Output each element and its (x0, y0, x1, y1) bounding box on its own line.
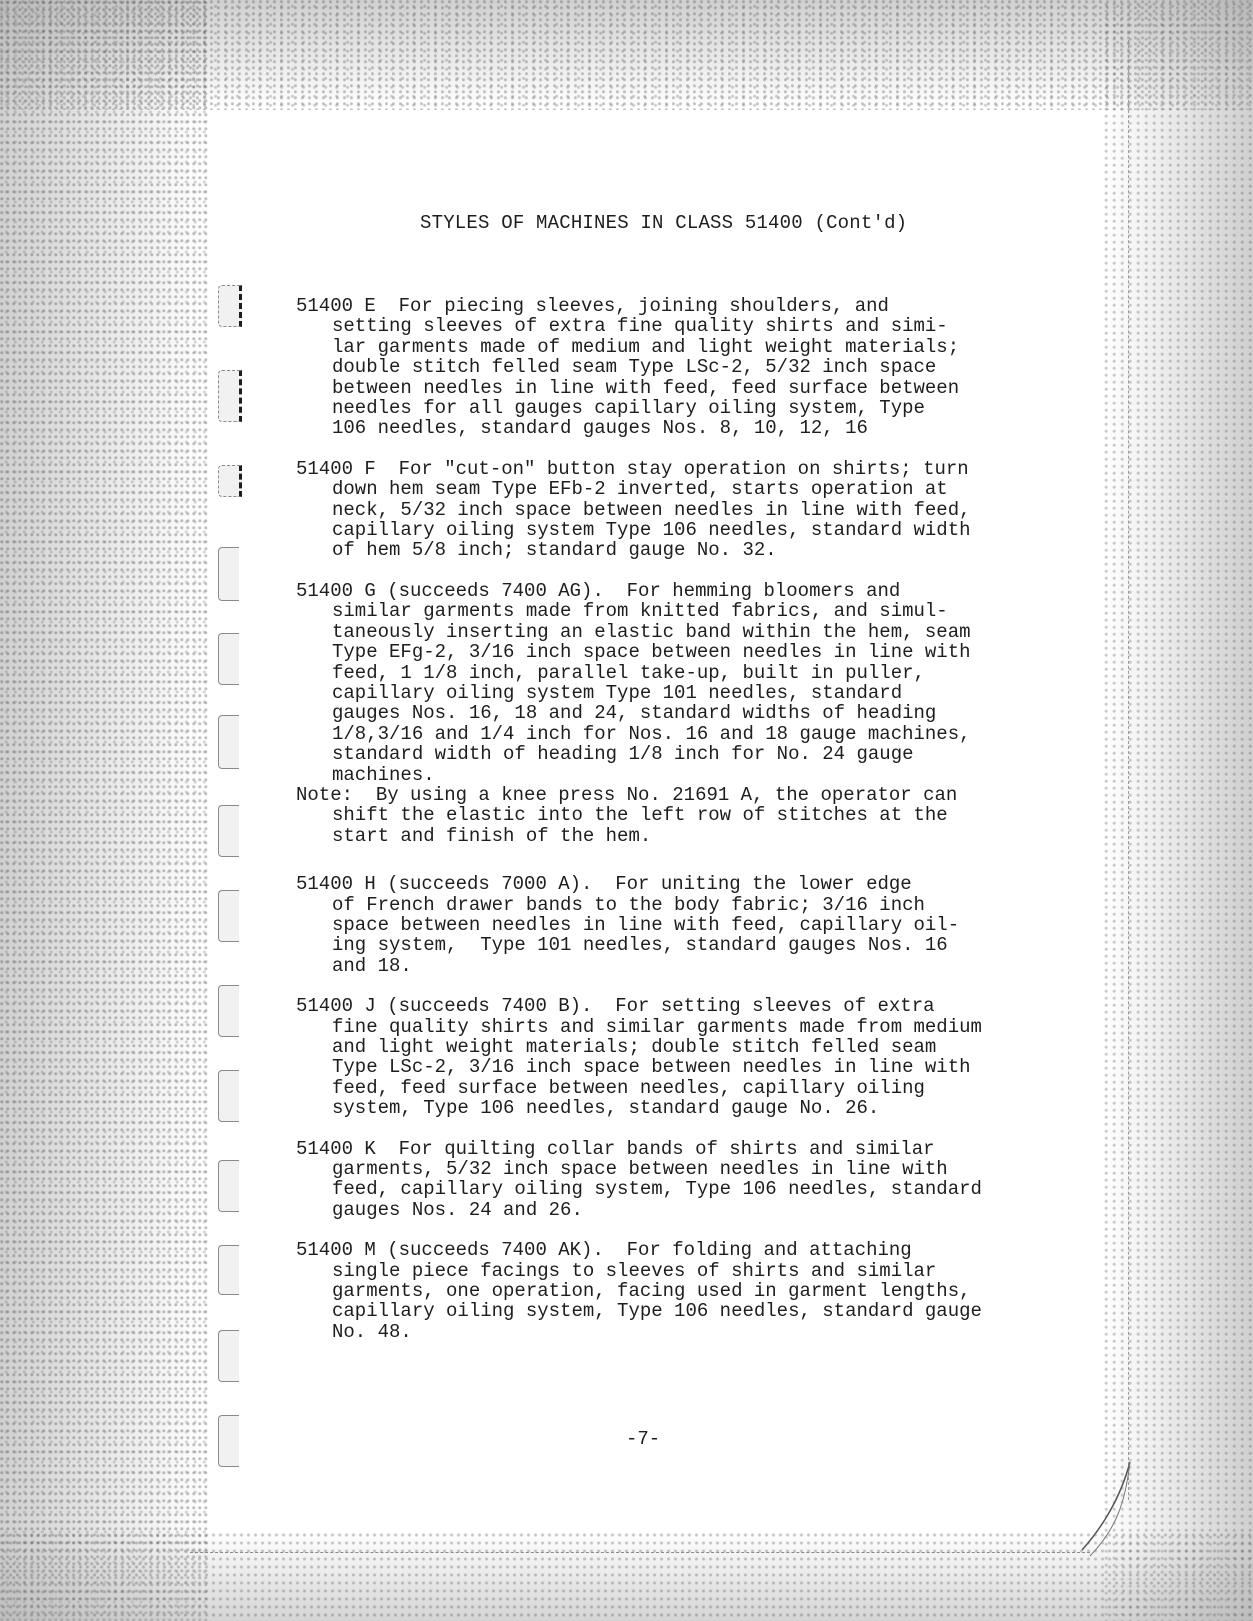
entry-line: needles for all gauges capillary oiling system, Type (332, 397, 925, 420)
entry-line: fine quality shirts and similar garments made from medium (332, 1015, 982, 1038)
entry-line: of hem 5/8 inch; standard gauge No. 32. (332, 539, 777, 562)
entry-line: No. 48. (332, 1320, 412, 1343)
binder-hole (218, 890, 239, 942)
entry-51400-j (296, 996, 1056, 1118)
entry-line: 106 needles, standard gauges Nos. 8, 10, 12, 16 (332, 417, 868, 440)
entry-line: system, Type 106 needles, standard gauge No. 26. (332, 1097, 880, 1120)
entry-51400-e (296, 296, 1056, 439)
binder-hole (218, 1160, 239, 1212)
entry-line: 51400 K For quilting collar bands of shirts and similar (296, 1137, 935, 1160)
entry-line: lar garments made of medium and light weight materials; (332, 335, 960, 358)
binder-hole (218, 547, 239, 601)
entry-line: machines. (332, 763, 435, 786)
binder-hole (218, 1330, 239, 1382)
entry-line: feed, 1 1/8 inch, parallel take-up, built in puller, (332, 661, 925, 684)
binder-hole (218, 1070, 239, 1122)
page-number: -7- (626, 1428, 661, 1450)
entry-line: single piece facings to sleeves of shirts and similar (332, 1259, 937, 1282)
entry-line: 51400 H (succeeds 7000 A). For uniting the lower edge (296, 873, 912, 896)
sheet-edge-bottom (190, 1552, 1090, 1554)
binder-hole (218, 370, 242, 422)
entry-line: garments, one operation, facing used in garment lengths, (332, 1280, 971, 1303)
machine-style-list (296, 296, 1056, 1362)
scan-noise-bottom (0, 1531, 1253, 1621)
entry-line: similar garments made from knitted fabrics, and simul- (332, 600, 948, 623)
binder-hole (218, 805, 239, 857)
entry-line: and light weight materials; double stitch felled seam (332, 1036, 937, 1058)
entry-note (296, 785, 1056, 846)
page-corner-curl (1080, 1460, 1140, 1560)
scan-noise-right (1103, 0, 1253, 1621)
entry-line: of French drawer bands to the body fabric; 3/16 inch (332, 893, 925, 916)
entry-line: capillary oiling system Type 101 needles, standard (332, 681, 903, 704)
entry-line: ing system, Type 101 needles, standard gauges Nos. 16 (332, 934, 948, 957)
entry-51400-h (296, 874, 1056, 976)
entry-51400-f (296, 459, 1056, 561)
entry-line: Type EFg-2, 3/16 inch space between needles in line with (332, 641, 971, 664)
entry-line: shift the elastic into the left row of stitches at the (332, 804, 948, 827)
entry-line: start and finish of the hem. (332, 824, 652, 847)
entry-51400-g (296, 581, 1056, 785)
entry-line: gauges Nos. 24 and 26. (332, 1198, 583, 1221)
binder-hole (218, 465, 242, 497)
binder-hole (218, 1415, 239, 1467)
entry-line: feed, capillary oiling system, Type 106 needles, standard (332, 1178, 982, 1201)
entry-line: 51400 E For piecing sleeves, joining shoulders, and (296, 295, 889, 317)
entry-line: 51400 F For "cut-on" button stay operation on shirts; turn (296, 457, 969, 480)
binder-hole (218, 285, 242, 327)
binder-hole (218, 633, 239, 685)
entry-line: 1/8,3/16 and 1/4 inch for Nos. 16 and 18 gauge machines, (332, 722, 971, 745)
page-title: STYLES OF MACHINES IN CLASS 51400 (Cont'd) (420, 212, 908, 234)
entry-51400-k (296, 1139, 1056, 1221)
entry-line: 51400 J (succeeds 7400 B). For setting sleeves of extra (296, 995, 935, 1018)
scan-noise-left (0, 0, 210, 1621)
entry-line: setting sleeves of extra fine quality shirts and simi- (332, 315, 948, 338)
entry-line: gauges Nos. 16, 18 and 24, standard widths of heading (332, 702, 937, 725)
entry-line: double stitch felled seam Type LSc-2, 5/32 inch space (332, 356, 937, 379)
entry-line: Note: By using a knee press No. 21691 A, the operator can (296, 783, 958, 806)
sheet-edge-right (1128, 40, 1131, 1500)
binder-hole (218, 1245, 239, 1295)
binder-hole (218, 715, 239, 769)
entry-line: feed, feed surface between needles, capillary oiling (332, 1076, 925, 1099)
entry-51400-m (296, 1240, 1056, 1342)
entry-line: standard width of heading 1/8 inch for No. 24 gauge (332, 743, 914, 766)
entry-line: and 18. (332, 954, 412, 977)
entry-line: 51400 G (succeeds 7400 AG). For hemming bloomers and (296, 579, 901, 602)
entry-line: Type LSc-2, 3/16 inch space between needles in line with (332, 1056, 971, 1079)
entry-line: garments, 5/32 inch space between needles in line with (332, 1158, 948, 1181)
entry-line: space between needles in line with feed, capillary oil- (332, 913, 960, 936)
binder-hole (218, 985, 239, 1037)
entry-line: neck, 5/32 inch space between needles in line with feed, (332, 498, 971, 521)
entry-line: capillary oiling system, Type 106 needles, standard gauge (332, 1300, 982, 1323)
entry-line: 51400 M (succeeds 7400 AK). For folding and attaching (296, 1239, 912, 1262)
entry-line: down hem seam Type EFb-2 inverted, starts operation at (332, 478, 948, 501)
entry-line: between needles in line with feed, feed surface between (332, 376, 960, 399)
entry-line: capillary oiling system Type 106 needles, standard width (332, 519, 971, 542)
entry-line: taneously inserting an elastic band within the hem, seam (332, 620, 971, 643)
